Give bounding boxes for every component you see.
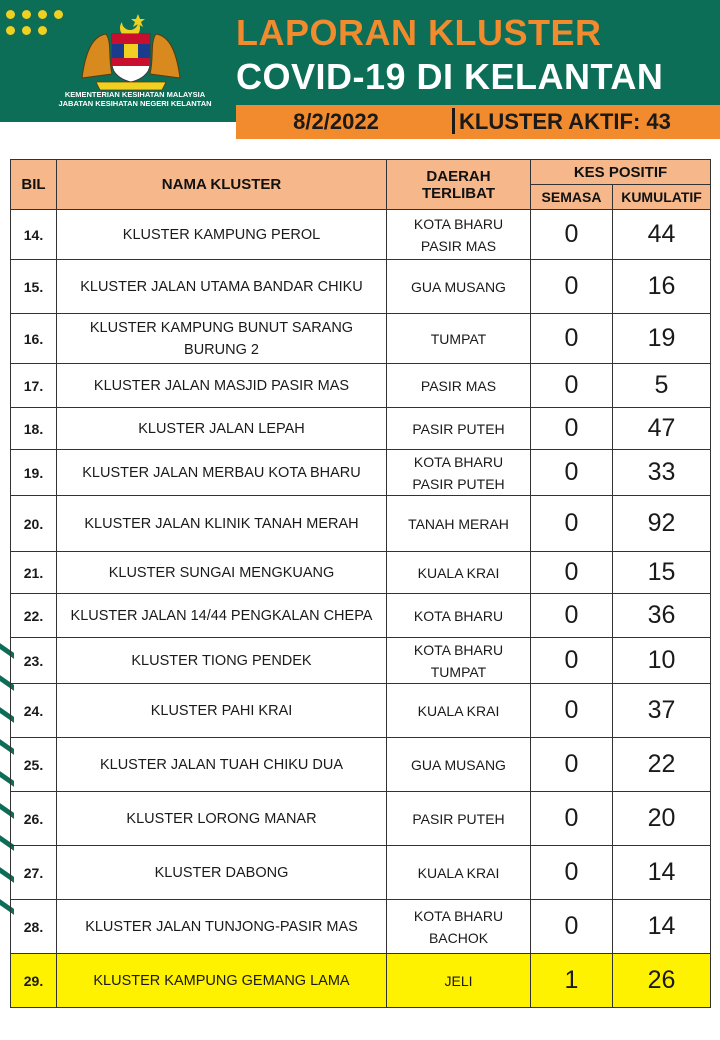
- report-header: [0, 0, 720, 122]
- row-kumulatif: 5: [613, 364, 711, 408]
- row-semasa: 0: [531, 552, 613, 594]
- table-row: [11, 450, 711, 496]
- table-row: [11, 684, 711, 738]
- daerah-line: TUMPAT: [430, 663, 487, 680]
- row-kumulatif: 14: [613, 900, 711, 954]
- row-cluster-name: [57, 314, 387, 364]
- table-row: [11, 954, 711, 1008]
- row-bil: 28.: [11, 900, 57, 954]
- row-semasa: 0: [531, 450, 613, 496]
- row-bil: 16.: [11, 314, 57, 364]
- ministry-line-1: KEMENTERIAN KESIHATAN MALAYSIA: [64, 90, 206, 99]
- row-cluster-name: [57, 496, 387, 552]
- row-semasa: 0: [531, 738, 613, 792]
- row-cluster-name: [57, 684, 387, 738]
- ministry-line-2: JABATAN KESIHATAN NEGERI KELANTAN: [58, 99, 212, 108]
- cluster-name-line: KLUSTER JALAN MASJID PASIR MAS: [93, 377, 350, 394]
- row-daerah: [387, 552, 531, 594]
- row-cluster-name: [57, 364, 387, 408]
- daerah-line: KOTA BHARU: [413, 215, 504, 232]
- row-semasa: 0: [531, 684, 613, 738]
- row-daerah: [387, 408, 531, 450]
- row-kumulatif: 37: [613, 684, 711, 738]
- row-semasa: 1: [531, 954, 613, 1008]
- row-kumulatif: 26: [613, 954, 711, 1008]
- row-cluster-name: [57, 638, 387, 684]
- table-row: [11, 210, 711, 260]
- daerah-line: PASIR PUTEH: [412, 810, 505, 827]
- cluster-name-line: KLUSTER JALAN UTAMA BANDAR CHIKU: [80, 278, 363, 295]
- daerah-line: PASIR PUTEH: [412, 475, 505, 492]
- row-daerah: [387, 364, 531, 408]
- daerah-line: GUA MUSANG: [411, 756, 506, 773]
- row-semasa: 0: [531, 210, 613, 260]
- cluster-name-line: KLUSTER JALAN MERBAU KOTA BHARU: [82, 464, 361, 481]
- report-title-line-2: COVID-19 DI KELANTAN: [236, 56, 664, 97]
- table-row: [11, 638, 711, 684]
- row-cluster-name: [57, 210, 387, 260]
- daerah-line: PASIR MAS: [420, 237, 497, 254]
- daerah-line: BACHOK: [428, 929, 489, 946]
- row-daerah: [387, 954, 531, 1008]
- row-cluster-name: [57, 408, 387, 450]
- daerah-line: GUA MUSANG: [411, 278, 506, 295]
- table-row: [11, 594, 711, 638]
- row-daerah: [387, 450, 531, 496]
- report-title-line-1: LAPORAN KLUSTER: [236, 12, 602, 53]
- row-bil: 17.: [11, 364, 57, 408]
- row-cluster-name: [57, 260, 387, 314]
- row-cluster-name: [57, 594, 387, 638]
- row-daerah: [387, 594, 531, 638]
- table-row: [11, 260, 711, 314]
- header-kumulatif: KUMULATIF: [613, 185, 711, 210]
- table-row: [11, 846, 711, 900]
- row-kumulatif: 16: [613, 260, 711, 314]
- daerah-line: KOTA BHARU: [413, 907, 504, 924]
- row-semasa: 0: [531, 846, 613, 900]
- daerah-line: KOTA BHARU: [413, 453, 504, 470]
- cluster-name-line: KLUSTER SUNGAI MENGKUANG: [108, 564, 335, 581]
- row-semasa: 0: [531, 408, 613, 450]
- cluster-name-line: KLUSTER JALAN KLINIK TANAH MERAH: [84, 515, 359, 532]
- row-daerah: [387, 684, 531, 738]
- header-daerah-terlibat: [387, 160, 531, 210]
- row-bil: 23.: [11, 638, 57, 684]
- row-bil: 29.: [11, 954, 57, 1008]
- row-semasa: 0: [531, 792, 613, 846]
- row-bil: 14.: [11, 210, 57, 260]
- header-bil: BIL: [11, 160, 57, 210]
- cluster-name-line: BURUNG 2: [184, 341, 259, 358]
- table-row: [11, 792, 711, 846]
- header-nama-kluster: NAMA KLUSTER: [57, 160, 387, 210]
- cluster-name-line: KLUSTER TIONG PENDEK: [131, 652, 312, 669]
- row-kumulatif: 19: [613, 314, 711, 364]
- active-cluster-count: KLUSTER AKTIF: 43: [436, 109, 720, 135]
- cluster-name-line: KLUSTER KAMPUNG PEROL: [122, 226, 321, 243]
- row-kumulatif: 36: [613, 594, 711, 638]
- row-bil: 26.: [11, 792, 57, 846]
- row-semasa: 0: [531, 364, 613, 408]
- cluster-name-line: KLUSTER JALAN 14/44 PENGKALAN CHEPA: [70, 607, 373, 624]
- row-daerah: [387, 260, 531, 314]
- decorative-dots: [0, 0, 80, 50]
- row-daerah: [387, 210, 531, 260]
- table-row: [11, 552, 711, 594]
- cluster-name-line: KLUSTER KAMPUNG BUNUT SARANG: [89, 319, 354, 336]
- cluster-table: [10, 159, 711, 1008]
- daerah-line: PASIR PUTEH: [412, 420, 505, 437]
- row-semasa: 0: [531, 900, 613, 954]
- daerah-line: PASIR MAS: [420, 377, 497, 394]
- daerah-line: TANAH MERAH: [408, 515, 509, 532]
- row-bil: 27.: [11, 846, 57, 900]
- ministry-name: [40, 90, 230, 108]
- cluster-name-line: KLUSTER JALAN TUNJONG-PASIR MAS: [85, 918, 358, 935]
- row-kumulatif: 22: [613, 738, 711, 792]
- cluster-name-line: KLUSTER DABONG: [154, 864, 289, 881]
- table-row: [11, 900, 711, 954]
- cluster-name-line: KLUSTER LORONG MANAR: [126, 810, 317, 827]
- row-daerah: [387, 792, 531, 846]
- row-cluster-name: [57, 846, 387, 900]
- daerah-line: KOTA BHARU: [413, 607, 504, 624]
- row-cluster-name: [57, 792, 387, 846]
- row-bil: 21.: [11, 552, 57, 594]
- row-bil: 22.: [11, 594, 57, 638]
- row-cluster-name: [57, 738, 387, 792]
- row-daerah: [387, 496, 531, 552]
- daerah-line: KUALA KRAI: [417, 564, 500, 581]
- header-daerah-line-1: DAERAH: [426, 167, 491, 185]
- malaysia-coat-of-arms-icon: [72, 8, 190, 92]
- row-kumulatif: 47: [613, 408, 711, 450]
- row-semasa: 0: [531, 260, 613, 314]
- row-bil: 25.: [11, 738, 57, 792]
- row-bil: 19.: [11, 450, 57, 496]
- cluster-table-body: [11, 210, 711, 1008]
- row-semasa: 0: [531, 314, 613, 364]
- row-daerah: [387, 738, 531, 792]
- row-daerah: [387, 900, 531, 954]
- table-row: [11, 738, 711, 792]
- row-bil: 24.: [11, 684, 57, 738]
- cluster-name-line: KLUSTER JALAN LEPAH: [138, 420, 305, 437]
- table-row: [11, 364, 711, 408]
- report-info-bar: [236, 105, 720, 139]
- row-cluster-name: [57, 900, 387, 954]
- report-date: 8/2/2022: [293, 109, 379, 134]
- row-semasa: 0: [531, 594, 613, 638]
- table-row: [11, 496, 711, 552]
- row-bil: 20.: [11, 496, 57, 552]
- cluster-name-line: KLUSTER KAMPUNG GEMANG LAMA: [93, 972, 350, 989]
- row-kumulatif: 92: [613, 496, 711, 552]
- cluster-name-line: KLUSTER PAHI KRAI: [150, 702, 293, 719]
- row-daerah: [387, 846, 531, 900]
- row-cluster-name: [57, 450, 387, 496]
- row-semasa: 0: [531, 638, 613, 684]
- row-kumulatif: 10: [613, 638, 711, 684]
- row-daerah: [387, 638, 531, 684]
- daerah-line: KOTA BHARU: [413, 641, 504, 658]
- row-semasa: 0: [531, 496, 613, 552]
- row-cluster-name: [57, 552, 387, 594]
- row-kumulatif: 44: [613, 210, 711, 260]
- daerah-line: JELI: [444, 972, 473, 989]
- row-bil: 18.: [11, 408, 57, 450]
- row-daerah: [387, 314, 531, 364]
- table-row: [11, 314, 711, 364]
- daerah-line: TUMPAT: [430, 330, 487, 347]
- row-kumulatif: 15: [613, 552, 711, 594]
- row-bil: 15.: [11, 260, 57, 314]
- header-semasa: SEMASA: [531, 185, 613, 210]
- table-row: [11, 408, 711, 450]
- header-daerah-line-2: TERLIBAT: [421, 184, 496, 202]
- header-kes-positif: KES POSITIF: [531, 160, 711, 185]
- row-kumulatif: 33: [613, 450, 711, 496]
- row-cluster-name: [57, 954, 387, 1008]
- cluster-name-line: KLUSTER JALAN TUAH CHIKU DUA: [99, 756, 344, 773]
- row-kumulatif: 20: [613, 792, 711, 846]
- daerah-line: KUALA KRAI: [417, 702, 500, 719]
- row-kumulatif: 14: [613, 846, 711, 900]
- daerah-line: KUALA KRAI: [417, 864, 500, 881]
